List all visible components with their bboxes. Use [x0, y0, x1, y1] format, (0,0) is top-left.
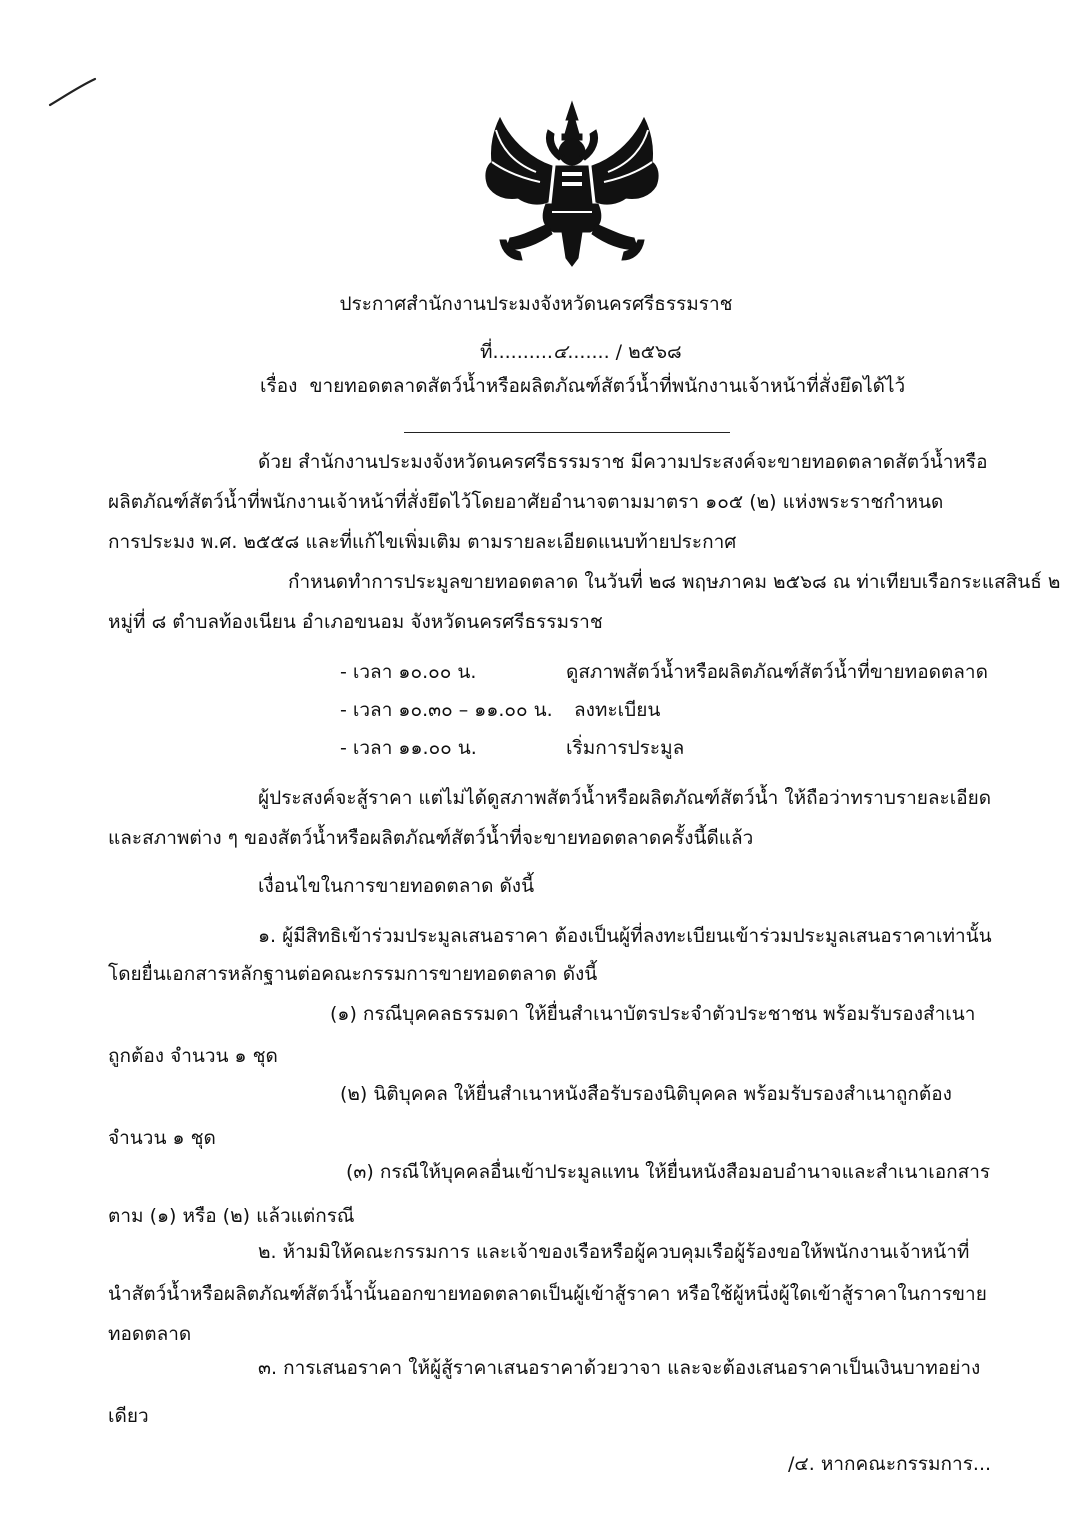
- condition-line: (๓) กรณีให้บุคคลอื่นเข้าประมูลแทน ให้ยื่นหนังสือมอบอำนาจและสำเนาเอกสาร: [346, 1161, 991, 1183]
- condition-line: ๒. ห้ามมิให้คณะกรรมการ และเจ้าของเรือหรือผู้ควบคุมเรือผู้ร้องขอให้พนักงานเจ้าหน้าที่: [258, 1241, 970, 1263]
- number-dots-left: ..........: [492, 341, 553, 363]
- schedule-time: - เวลา ๑๑.๐๐ น.: [340, 737, 477, 759]
- garuda-emblem-icon: [482, 100, 662, 268]
- header-divider: [404, 432, 730, 433]
- document-title: ประกาศสำนักงานประมงจังหวัดนครศรีธรรมราช: [339, 293, 733, 315]
- condition-line: ๓. การเสนอราคา ให้ผู้สู้ราคาเสนอราคาด้วยวาจา และจะต้องเสนอราคาเป็นเงินบาทอย่าง: [258, 1357, 981, 1379]
- paragraph-line: หมู่ที่ ๘ ตำบลท้องเนียน อำเภอขนอม จังหวัดนครศรีธรรมราช: [108, 611, 603, 633]
- pen-stroke-mark: [48, 76, 98, 108]
- number-year: / ๒๕๖๘: [615, 341, 682, 363]
- schedule-activity: ลงทะเบียน: [574, 699, 661, 721]
- condition-line: จำนวน ๑ ชุด: [108, 1127, 216, 1149]
- number-dots-right: .......: [567, 341, 610, 363]
- number-handwritten: ๔: [552, 341, 568, 363]
- condition-line: (๑) กรณีบุคคลธรรมดา ให้ยื่นสำเนาบัตรประจำตัวประชาชน พร้อมรับรองสำเนา: [330, 1003, 976, 1025]
- condition-line: ทอดตลาด: [108, 1323, 192, 1345]
- paragraph-line: ด้วย สำนักงานประมงจังหวัดนครศรีธรรมราช มีความประสงค์จะขายทอดตลาดสัตว์น้ำหรือ: [258, 451, 988, 473]
- condition-line: โดยยื่นเอกสารหลักฐานต่อคณะกรรมการขายทอดตลาด ดังนี้: [108, 963, 598, 985]
- condition-line: ตาม (๑) หรือ (๒) แล้วแต่กรณี: [108, 1205, 355, 1227]
- continuation-note: /๔. หากคณะกรรมการ...: [788, 1453, 992, 1475]
- paragraph-line: กำหนดทำการประมูลขายทอดตลาด ในวันที่ ๒๘ พฤษภาคม ๒๕๖๘ ณ ท่าเทียบเรือกระแสสินธ์ ๒: [288, 571, 1061, 593]
- paragraph-line: ผลิตภัณฑ์สัตว์น้ำที่พนักงานเจ้าหน้าที่สั่งยึดไว้โดยอาศัยอำนาจตามมาตรา ๑๐๕ (๒) แห่งพระราชกำหนด: [108, 491, 944, 513]
- condition-line: เดียว: [108, 1405, 149, 1427]
- paragraph-line: การประมง พ.ศ. ๒๕๕๘ และที่แก้ไขเพิ่มเติม ตามรายละเอียดแนบท้ายประกาศ: [108, 531, 737, 553]
- paragraph-line: และสภาพต่าง ๆ ของสัตว์น้ำหรือผลิตภัณฑ์สัตว์น้ำที่จะขายทอดตลาดครั้งนี้ดีแล้ว: [108, 827, 754, 849]
- schedule-time: - เวลา ๑๐.๓๐ – ๑๑.๐๐ น.: [340, 699, 553, 721]
- subject-text: ขายทอดตลาดสัตว์น้ำหรือผลิตภัณฑ์สัตว์น้ำที่พนักงานเจ้าหน้าที่สั่งยึดได้ไว้: [309, 375, 906, 397]
- number-prefix: ที่: [480, 341, 493, 363]
- condition-line: (๒) นิติบุคคล ให้ยื่นสำเนาหนังสือรับรองนิติบุคคล พร้อมรับรองสำเนาถูกต้อง: [340, 1083, 952, 1105]
- subject-label: เรื่อง: [260, 375, 298, 397]
- schedule-activity: เริ่มการประมูล: [566, 737, 685, 759]
- condition-line: ๑. ผู้มีสิทธิเข้าร่วมประมูลเสนอราคา ต้องเป็นผู้ที่ลงทะเบียนเข้าร่วมประมูลเสนอราคาเท่านั้น: [258, 925, 992, 947]
- condition-line: ถูกต้อง จำนวน ๑ ชุด: [108, 1045, 278, 1067]
- conditions-heading: เงื่อนไขในการขายทอดตลาด ดังนี้: [258, 875, 535, 897]
- paragraph-line: ผู้ประสงค์จะสู้ราคา แต่ไม่ได้ดูสภาพสัตว์น้ำหรือผลิตภัณฑ์สัตว์น้ำ ให้ถือว่าทราบรายละเอียด: [258, 787, 992, 809]
- document-number: [480, 340, 682, 364]
- document-subject: [260, 374, 905, 398]
- schedule-activity: ดูสภาพสัตว์น้ำหรือผลิตภัณฑ์สัตว์น้ำที่ขายทอดตลาด: [566, 661, 988, 683]
- schedule-time: - เวลา ๑๐.๐๐ น.: [340, 661, 477, 683]
- condition-line: นำสัตว์น้ำหรือผลิตภัณฑ์สัตว์น้ำนั้นออกขายทอดตลาดเป็นผู้เข้าสู้ราคา หรือใช้ผู้หนึ่งผู้ใดเข้าสู้ราคาในการขาย: [108, 1283, 987, 1305]
